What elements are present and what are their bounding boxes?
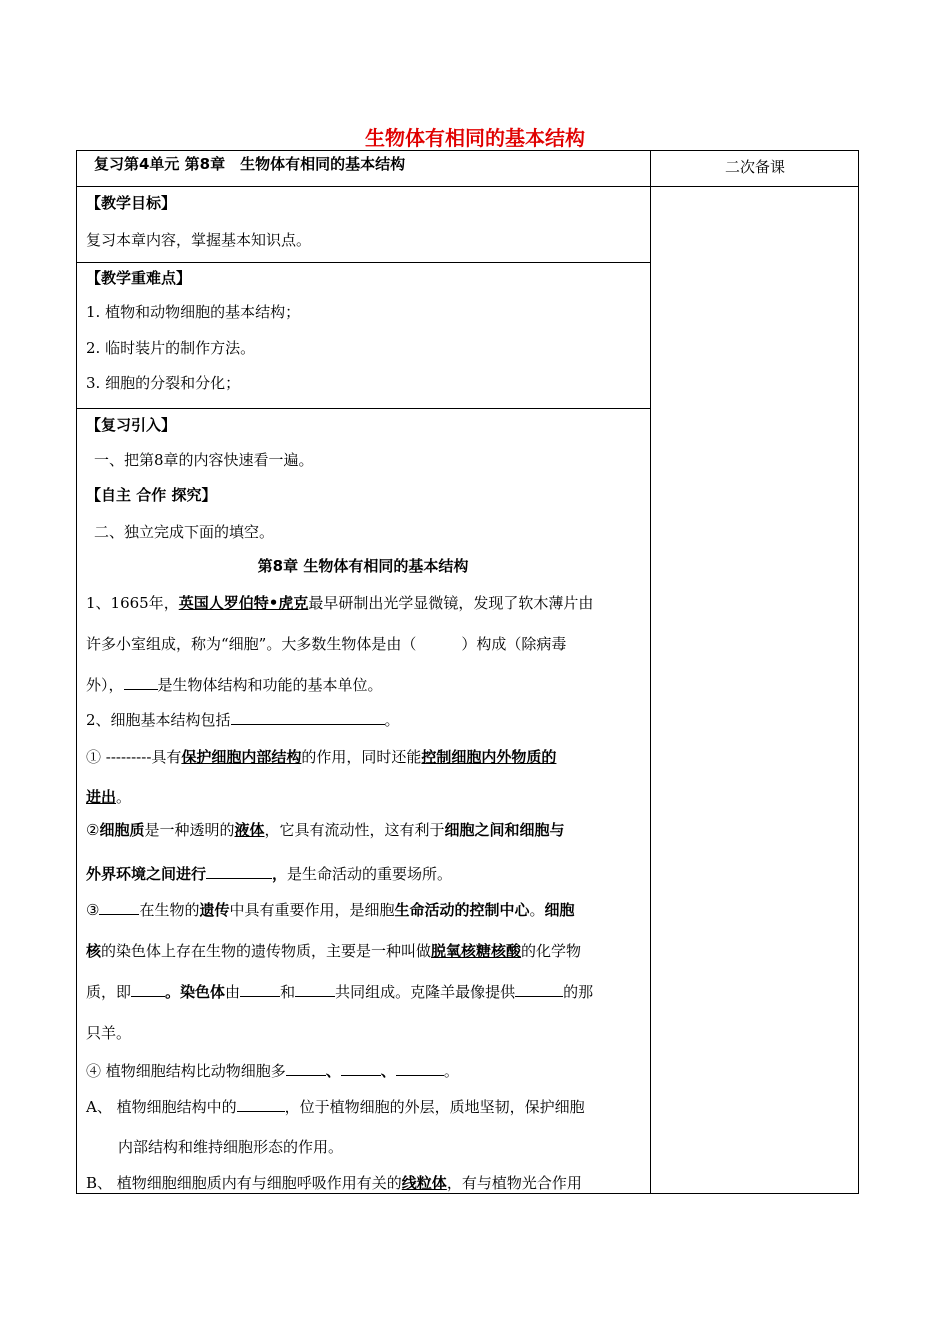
p2-line: ②细胞质是一种透明的液体，它具有流动性，这有利于细胞之间和细胞与 [86, 821, 565, 839]
key-heading: 【教学重难点】 [86, 269, 192, 287]
page-title: 生物体有相同的基本结构 [365, 126, 585, 150]
intro-heading: 【复习引入】 [86, 416, 177, 434]
fill-blank[interactable] [286, 1061, 326, 1076]
key-item: 2. 临时装片的制作方法。 [86, 339, 256, 357]
p2-line: 外界环境之间进行 ，是生命活动的重要场所。 [86, 865, 453, 883]
key-item: 3. 细胞的分裂和分化； [86, 374, 241, 392]
explore-text: 二、独立完成下面的填空。 [94, 523, 275, 541]
q1-line: 许多小室组成，称为“细胞”。大多数生物体是由（ ）构成（除病毒 [86, 635, 567, 653]
p3-line: 核的染色体上存在生物的遗传物质，主要是一种叫做脱氧核糖核酸的化学物 [86, 942, 582, 960]
p4-line: ④ 植物细胞结构比动物细胞多 、 、 。 [86, 1062, 459, 1080]
fill-blank[interactable] [396, 1061, 444, 1076]
fill-blank[interactable] [124, 675, 158, 690]
column-divider [650, 150, 651, 1194]
row-divider [76, 262, 651, 263]
fill-blank[interactable] [237, 1097, 285, 1112]
q1-line: 外）， 是生物体结构和功能的基本单位。 [86, 676, 383, 694]
p1-line: 进出。 [86, 788, 132, 806]
q2-line: 2、细胞基本结构包括 。 [86, 711, 400, 729]
fill-blank[interactable] [99, 900, 139, 915]
intro-text: 一、把第8章的内容快速看一遍。 [94, 451, 314, 469]
pa-line: 内部结构和维持细胞形态的作用。 [118, 1138, 344, 1156]
fill-blank[interactable] [240, 982, 280, 997]
key-item: 1. 植物和动物细胞的基本结构； [86, 303, 301, 321]
explore-heading: 【自主 合作 探究】 [86, 486, 217, 504]
pb-line: B、 植物细胞细胞质内有与细胞呼吸作用有关的线粒体，有与植物光合作用 [86, 1174, 582, 1192]
p1-line: ① ---------具有保护细胞内部结构的作用，同时还能控制细胞内外物质的 [86, 748, 557, 766]
row-divider [76, 186, 859, 187]
pa-line: A、 植物细胞结构中的 ，位于植物细胞的外层，质地坚韧，保护细胞 [86, 1098, 585, 1116]
row-divider [76, 408, 651, 409]
fill-blank[interactable] [231, 710, 385, 725]
fill-blank[interactable] [295, 982, 335, 997]
fill-blank[interactable] [206, 864, 272, 879]
fill-blank[interactable] [341, 1061, 381, 1076]
fill-blank[interactable] [131, 982, 165, 997]
header-left: 复习第4单元 第8章 生物体有相同的基本结构 [94, 155, 406, 173]
q1-line: 1、1665年，英国人罗伯特•虎克最早研制出光学显微镜，发现了软木薄片由 [86, 594, 594, 612]
p3-line: 质，即 。染色体由 和 共同组成。克隆羊最像提供 的那 [86, 983, 594, 1001]
header-right: 二次备课 [724, 158, 785, 176]
goal-text: 复习本章内容，掌握基本知识点。 [86, 231, 312, 249]
goal-heading: 【教学目标】 [86, 194, 177, 212]
fill-blank[interactable] [515, 982, 563, 997]
p3-line: 只羊。 [86, 1024, 132, 1042]
chapter-heading: 第8章 生物体有相同的基本结构 [257, 557, 469, 575]
p3-line: ③ 在生物的遗传中具有重要作用，是细胞生命活动的控制中心。细胞 [86, 901, 575, 919]
